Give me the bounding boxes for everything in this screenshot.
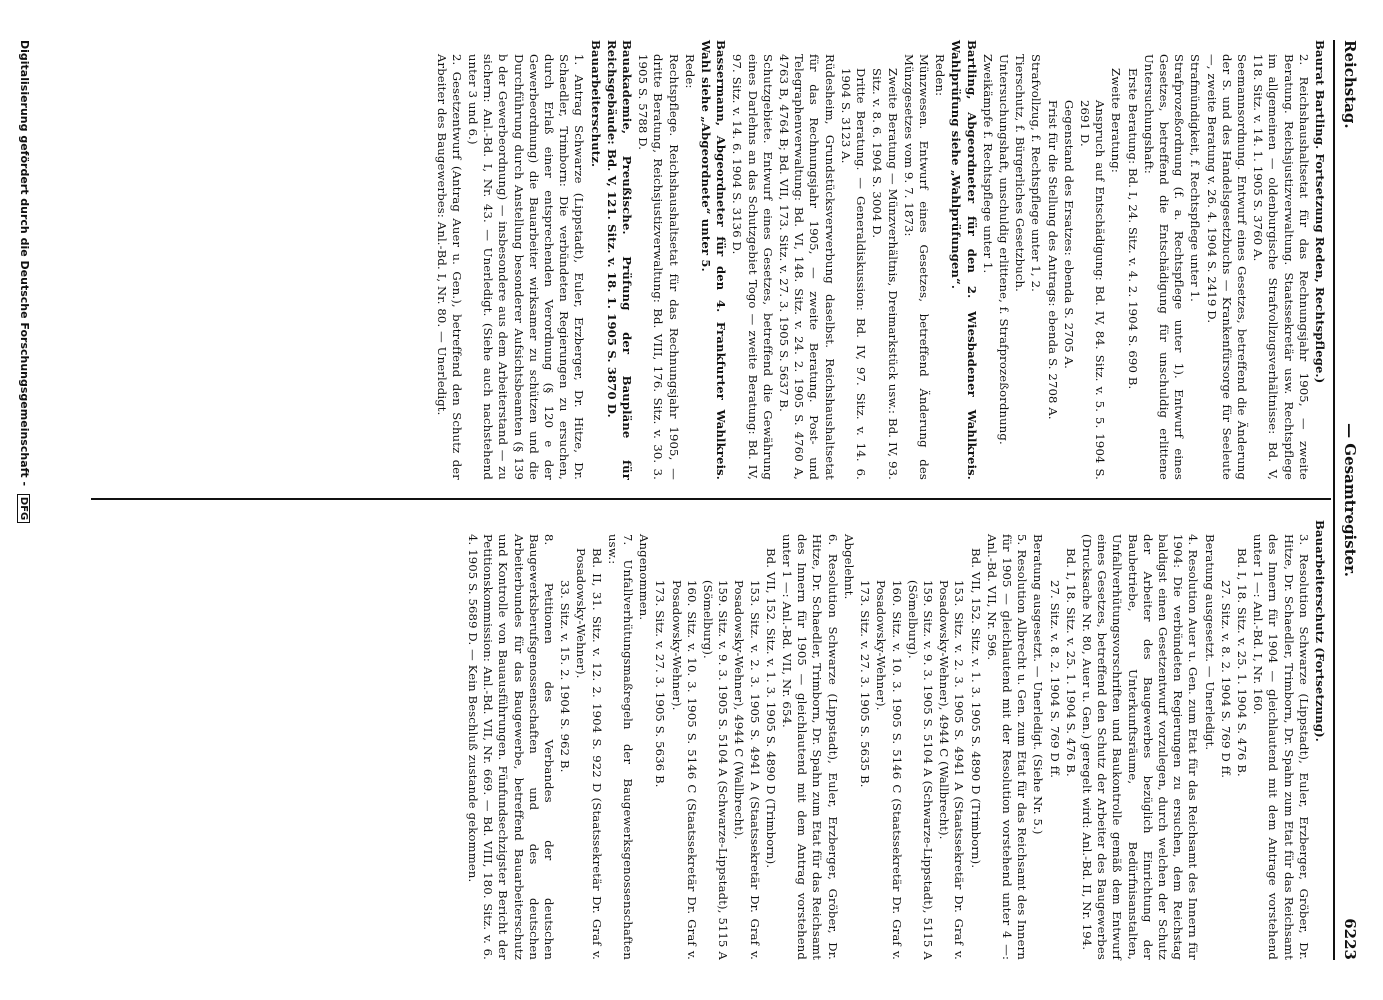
entry-heading: Bauarbeiterschutz (Fortsetzung). (1313, 520, 1327, 742)
entry-text: Strafprozeßordnung (f. a. Rechtspflege unter 1). Entwurf eines Gesetzes, betreffend die Entschädigung für unschuldig erlittene Untersuchungshaft: (1141, 54, 1187, 480)
entry-text: 153. Sitz. v. 2. 3. 1905 S. 4941 A (Staatssekretär Dr. Graf v. Posadowsky-Wehner), 4944 C (Wallbrecht). (937, 580, 967, 960)
entry-text: Anspruch auf Entschädigung: Bd. IV, 84. Sitz. v. 5. 5. 1904 S. 2691 D. (1077, 100, 1108, 480)
entry-text: Abgelehnt. (841, 534, 856, 600)
entry-text: 160. Sitz. v. 10. 3. 1905 S. 5146 C (Staatssekretär Dr. Graf v. Posadowsky-Wehner). (669, 580, 699, 960)
entry-text: Tierschutz, f. Bürgerliches Gesetzbuch. (1013, 54, 1028, 292)
entry-text: 2. Reichshaushaltsetat für das Rechnungsjahr 1905, — zweite Beratung. Reichsjustizverwaltung. Staatssekretär usw. Rechtspflege im allgemeinen — oldenburgische Strafvollzugsverhältnisse: Bd. V, 118. Sitz. v. 14. 1. 1905 S. 3760 A. (1251, 54, 1311, 480)
entry-text: 153. Sitz. v. 2. 3. 1905 S. 4941 A (Staatssekretär Dr. Graf v. Posadowsky-Wehner), 4944 C (Wallbrecht). (732, 580, 762, 960)
entry-text: Bd. II, 31. Sitz. v. 12. 2. 1904 S. 922 D (Staatssekretär Dr. Graf v. Posadowsky-Wehner). (574, 548, 604, 960)
entry-text: 159. Sitz. v. 9. 3. 1905 S. 5104 A (Schwarze-Lippstadt), 5115 A (Sömelburg). (905, 580, 935, 960)
entry-text: 7. Unfallverhütungsmaßregeln der Baugewerksgenossenschaften usw.: (605, 534, 636, 960)
entry-text: Bd. VII, 152. Sitz. v. 1. 3. 1905 S. 4890 D (Trimborn). (968, 548, 983, 869)
entry-text: 6. Resolution Schwarze (Lippstadt), Euler, Erzberger, Gröber, Dr. Hitze, Dr. Schaedler, Trimborn, Dr. Spahn zum Etat für das Reichsamt des Innern für 1905 — gleichlautend mit dem Antrag vorstehend unter 1 —: Anl.-Bd. VII, Nr. 654. (780, 534, 840, 960)
header-title: Reichstag. (1341, 40, 1359, 129)
dfg-logo: DFG (17, 494, 30, 523)
entry-text: Rechtspflege. Reichshaushaltsetat für das Rechnungsjahr 1905, — dritte Beratung, Reichsjustizverwaltung: Bd. VIII, 176. Sitz. v. 30. 3. 1905 S. 5788 D. (636, 54, 681, 480)
entry-heading: Bauarbeiterschutz. (588, 40, 603, 168)
entry-text: Reden: (933, 54, 948, 97)
entry-text: Rede: (682, 54, 697, 89)
entry-text: 8. Petitionen des Verbandes der deutschen Baugewerksberufsgenossenschaften und des deutschen Arbeiterbundes für das Baugewerbe, betreffend Bauarbeiterschutz und Kontrolle von Bauausführungen. Fünfundsechzigster Bericht der Petitionskommission: Anl.-Bd. VII, Nr. 669. — Bd. VIII, 180. Sitz. v. 6. 4. 1905 S. 5689 D. — Kein Beschluß zustande gekommen. (466, 534, 557, 960)
entry-text: Frist für die Stellung des Antrags: ebenda S. 2708 A. (1045, 100, 1060, 420)
entry-text: 27. Sitz. v. 8. 2. 1904 S. 769 D ff. (1218, 580, 1233, 779)
entry-text: 5. Resolution Albrecht u. Gen. zum Etat für das Reichsamt des Innern für 1905 — gleichlautend mit der Resolution vorstehend unter 4 —: Anl.-Bd. VII, Nr. 596. (984, 534, 1030, 960)
entry-text: Strafvollzug, f. Rechtspflege unter 1, 2. (1029, 54, 1044, 292)
header-subtitle: — Gesamtregister. (1341, 423, 1359, 577)
entry-text: Zweite Beratung — Münzverhältnis, Dreimarkstück usw.: Bd. IV, 93. Sitz. v. 8. 6. 1904 S. 3004 D. (870, 68, 900, 480)
page-header (1335, 40, 1363, 960)
entry-text: 27. Sitz. v. 8. 2. 1904 S. 769 D ff. (1047, 580, 1062, 779)
entry-text: Strafmündigkeit, f. Rechtspflege unter 1. (1188, 54, 1203, 302)
entry-text: 173. Sitz. v. 27. 3. 1905 S. 5636 B. (653, 580, 668, 788)
page-number: 6223 (1341, 918, 1359, 960)
entry-text: 159. Sitz. v. 9. 3. 1905 S. 5104 A (Schwarze-Lippstadt), 5115 A (Sömelburg). (701, 580, 731, 960)
entry-text: Dritte Beratung. — Generaldiskussion: Bd. IV, 97. Sitz. v. 14. 6. 1904 S. 3123 A. (838, 68, 869, 480)
footer-text: Digitalisierung gefördert durch die Deutsche Forschungsgemeinschaft - (18, 40, 31, 487)
left-column (432, 40, 1327, 480)
entry-heading: Bartling, Abgeordneter für den 2. Wiesbadener Wahlkreis. Wahlprüfung siehe „Wahlprüfungen“. (949, 40, 979, 480)
entry-text: Angenommen. (637, 534, 652, 621)
entry-text: Bd. VII, 152. Sitz. v. 1. 3. 1905 S. 4890 D (Trimborn). (763, 548, 778, 869)
entry-text: Erste Beratung: Bd. I, 24. Sitz. v. 4. 2. 1904 S. 690 B. (1125, 68, 1140, 390)
entry-text: 33. Sitz. v. 15. 2. 1904 S. 962 B. (558, 580, 573, 773)
entry-text: Gegenstand des Ersatzes: ebenda S. 2705 A. (1061, 100, 1076, 369)
entry-text: Untersuchungshaft, unschuldig erlittene, f. Strafprozeßordnung. (996, 54, 1011, 445)
entry-heading: Bassermann, Abgeordneter für den 4. Frankfurter Wahlkreis. Wahl siehe „Abgeordnete“ unter 5. (699, 40, 729, 480)
entry-text: 3. Resolution Schwarze (Lippstadt), Euler, Erzberger, Gröber, Dr. Hitze, Dr. Schaedler, Trimborn, Dr. Spahn zum Etat für das Reichsamt des Innern für 1904 — gleichlautend mit dem Antrage vorstehend unter 1 —: Anl.-Bd. I, Nr. 160. (1251, 534, 1311, 960)
entry-text: Bd. I, 18. Sitz. v. 25. 1. 1904 S. 476 B. (1063, 548, 1078, 777)
entry-text: 1. Antrag Schwarze (Lippstadt), Euler, Erzberger, Dr. Hitze, Dr. Schaedler, Trimborn: Die verbündeten Regierungen zu ersuchen, durch Erlaß einer entsprechenden Verordnung (§ 120 e der Gewerbeordnung) die Bauarbeiter wirksamer zu schützen und die Durchführung durch Anstellung besonderer Aufsichtsbeamten (§ 139 b der Gewerbeordnung) — insbesondere aus dem Arbeiterstand — zu sichern: Anl.-Bd. I, Nr. 43. — Unerledigt. (Siehe auch nachstehend unter 3 und 6.) (466, 54, 587, 480)
entry-text: 160. Sitz. v. 10. 3. 1905 S. 5146 C (Staatssekretär Dr. Graf v. Posadowsky-Wehner). (874, 580, 904, 960)
entry-text: Beratung ausgesetzt. — Unerledigt. (Siehe Nr. 5.) (1031, 534, 1046, 835)
right-column (464, 520, 1327, 960)
entry-text: Schutzgebiete. Entwurf eines Gesetzes, betreffend die Gewährung eines Darlehns an das Schutzgebiet Togo — zweite Beratung: Bd. IV, 97. Sitz. v. 14. 6. 1904 S. 3136 D. (730, 54, 775, 480)
entry-heading: Baurat Bartling. Fortsetzung Reden, Rechtspflege.) (1313, 40, 1327, 384)
entry-heading: Bauakademie, Preußische. Prüfung der Baupläne für Reichsgebäude: Bd. V, 121. Sitz. v. 18. 1. 1905 S. 3870 D. (604, 40, 635, 480)
entry-text: Münzwesen. Entwurf eines Gesetzes, betreffend Änderung des Münzgesetzes vom 9. 7. 1873: (901, 54, 931, 480)
entry-text: 173. Sitz. v. 27. 3. 1905 S. 5635 B. (858, 580, 873, 788)
entry-text: Beratung ausgesetzt. — Unerledigt. (1202, 534, 1217, 751)
header-rule (1333, 40, 1335, 960)
entry-text: Rüdesheim, Grundstücksverwerbung daselbst. Reichshaushaltsetat für das Rechnungsjahr 1905, — zweite Beratung. Post- und Telegraphenverwaltung: Bd. VI, 148. Sitz. v. 24. 2. 1905 S. 4760 A, 4763 B, 4764 B; Bd. VII, 173. Sitz. v. 27. 3. 1905 S. 5637 B. (777, 54, 837, 480)
column-divider (91, 498, 1331, 500)
entry-text: Zweikämpfe f. Rechtspflege unter 1. (980, 54, 995, 274)
entry-text: Zweite Beratung: (1109, 68, 1124, 173)
entry-text: 2. Gesetzentwurf (Antrag Auer u. Gen.), betreffend den Schutz der Arbeiter des Baugewerbes: Anl.-Bd. I, Nr. 80. — Unerledigt. (434, 54, 464, 480)
entry-text: Seemannsordnung. Entwurf eines Gesetzes, betreffend die Änderung der S. und des Handelsgesetzbuchs — Krankenfürsorge für Seeleute —, zweite Beratung v. 26. 4. 1904 S. 2419 D. (1204, 54, 1249, 480)
digitization-credit (17, 40, 31, 960)
entry-text: 4. Resolution Auer u. Gen. zum Etat für das Reichsamt des Innern für 1904: Die verbündeten Regierungen zu ersuchen, dem Reichstag baldigst einen Gesetzentwurf vorzulegen, durch welchen der Schutz der Arbeiter des Baugewerbes bezüglich Einrichtung der Baubetriebe, Unterkunftsräume, Bedürfnisanstalten, Unfallverhütungsvorschriften und Baukontrolle gemäß dem Entwurf eines Gesetzes, betreffend den Schutz der Arbeiter des Baugewerbes (Drucksache Nr. 80, Auer u. Gen.) geregelt wird: Anl.-Bd. II, Nr. 194. (1079, 534, 1201, 960)
entry-text: Bd. I, 18. Sitz. v. 25. 1. 1904 S. 476 B. (1234, 548, 1249, 777)
